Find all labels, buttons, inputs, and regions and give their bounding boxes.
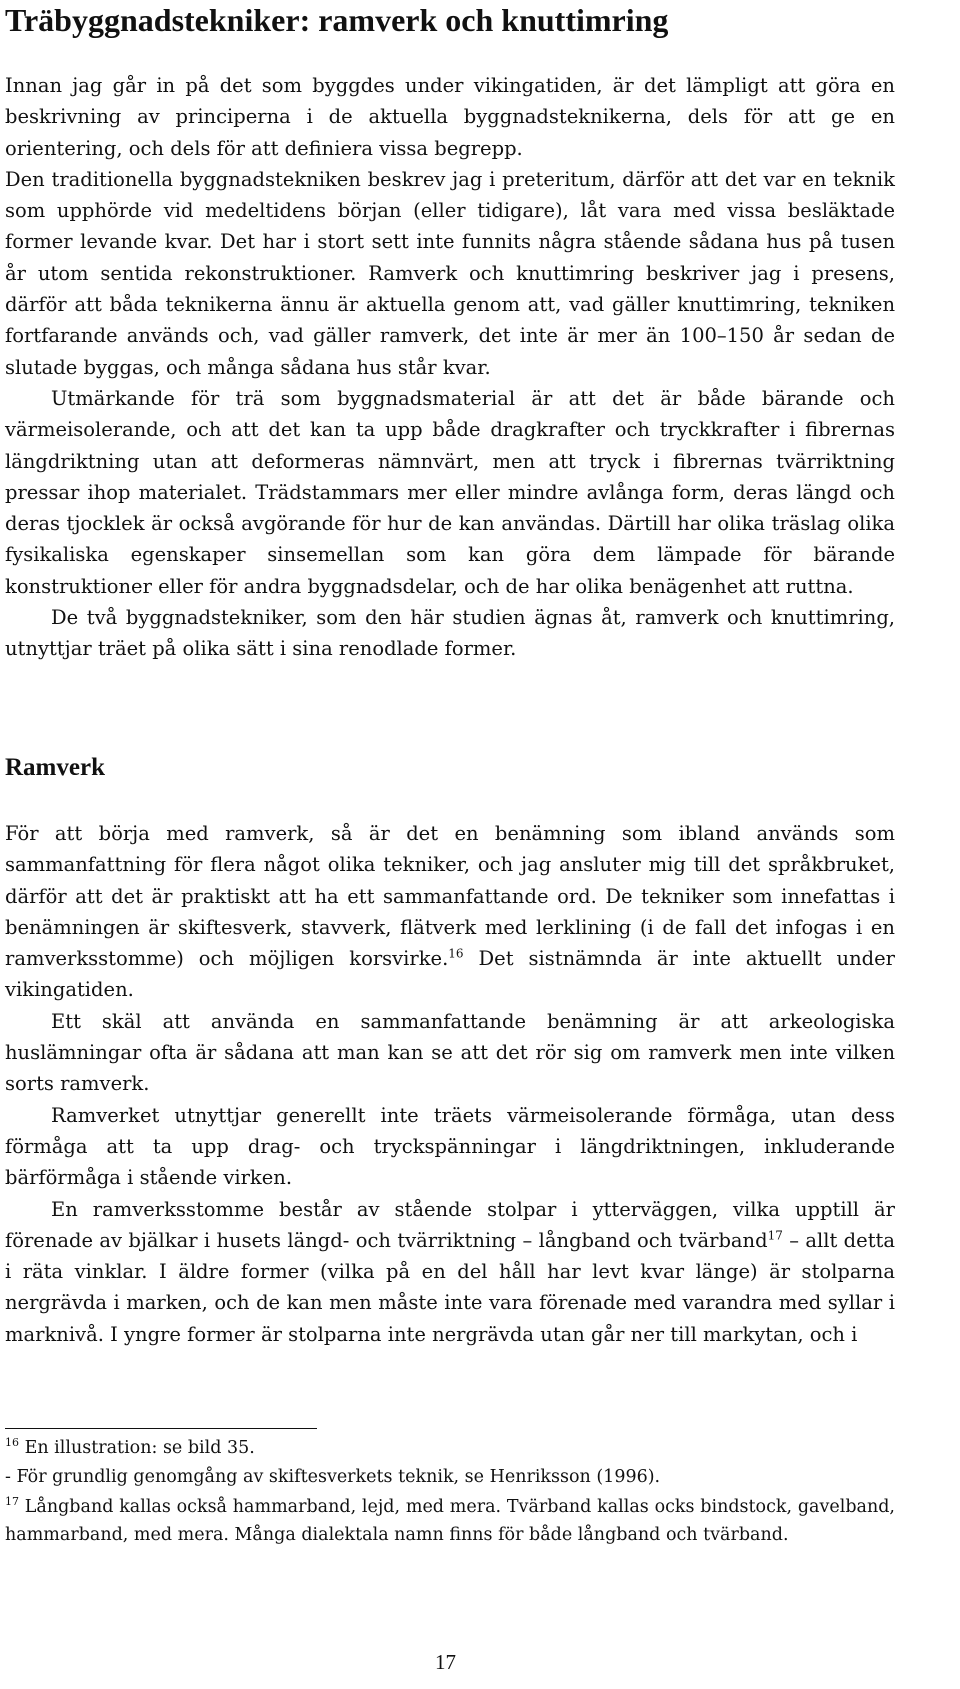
ramverk-p4-text-end: – allt detta i räta vinklar. I äldre former (vilka på en del håll har levt kvar länge) är stolparna nergrävda i marken, och de kan men måste inte vara förenade med varandra med syllar i marknivå. I yngre former är stolparna inte nergrävda utan går ner till markytan, och i bbox=[5, 1228, 895, 1346]
page-title: Träbyggnadstekniker: ramverk och knuttimring bbox=[5, 2, 669, 38]
ramverk-p1-text-end: Det sistnämnda är inte aktuellt under vikingatiden. bbox=[5, 947, 895, 1002]
ramverk-paragraph-3: Ramverket utnyttjar generellt inte träets värmeisolerande förmåga, utan dess förmåga att ta upp drag- och tryckspänningar i längdriktningen, inkluderande bärförmåga i stående virken. bbox=[5, 1103, 895, 1190]
intro-paragraph-2: Den traditionella byggnadstekniken beskrev jag i preteritum, därför att det var en teknik som upphörde vid medeltidens början (eller tidigare), låt vara med vissa besläktade former levande kvar. Det har i stort sett inte funnits några stående sådana hus på tusen år utom sentida rekonstruktioner. Ramverk och knuttimring beskriver jag i presens, därför att båda teknikerna ännu är aktuella genom att, vad gäller knuttimring, tekniken fortfarande används och, vad gäller ramverk, det inte är mer än 100–150 år sedan de slutade byggas, och många sådana hus står kvar. bbox=[5, 167, 895, 379]
footnote-16-continuation: - För grundlig genomgång av skiftesverkets teknik, se Henriksson (1996). bbox=[5, 1467, 661, 1487]
ramverk-p1-text: För att börja med ramverk, så är det en benämning som ibland används som sammanfattning för flera något olika tekniker, och jag ansluter mig till det språkbruket, därför att det är praktiskt att ha ett sammanfattande ord. De tekniker som innefattas i benämningen är skiftesverk, stavverk, flätverk med lerklining (i de fall det infogas i en ramverksstomme) och möjligen korsvirke. bbox=[5, 822, 895, 971]
footnote-16-text: En illustration: se bild 35. bbox=[19, 1438, 255, 1458]
section-heading: Ramverk bbox=[5, 754, 105, 781]
intro-paragraph-1: Innan jag går in på det som byggdes under vikingatiden, är det lämpligt att göra en beskrivning av principerna i de aktuella byggnadsteknikerna, dels för att ge en orientering, och dels för att definiera vissa begrepp. bbox=[5, 74, 895, 160]
ramverk-paragraph-1 bbox=[5, 818, 895, 1006]
footnote-16-number: 16 bbox=[5, 1436, 19, 1450]
footnote-17-text: Långband kallas också hammarband, lejd, med mera. Tvärband kallas ocks bindstock, gavelband, hammarband, med mera. Många dialektala namn finns för både långband och tvärband. bbox=[5, 1497, 895, 1545]
footnote-17-number: 17 bbox=[5, 1495, 19, 1509]
footnote-divider bbox=[5, 1428, 317, 1429]
footnote-16 bbox=[5, 1434, 895, 1462]
ramverk-p4-text: En ramverksstomme består av stående stolpar i ytterväggen, vilka upptill är förenade av bjälkar i husets längd- och tvärriktning – långband och tvärband bbox=[5, 1197, 895, 1252]
ramverk-paragraph-4 bbox=[5, 1194, 895, 1350]
intro-section bbox=[5, 70, 895, 665]
page-number: 17 bbox=[435, 1650, 456, 1674]
intro-paragraph-3: Utmärkande för trä som byggnadsmaterial är att det är både bärande och värmeisolerande, och att det kan ta upp både dragkrafter och tryckkrafter i fibrernas längdriktning utan att deformeras nämnvärt, men att tryck i fibrernas tvärriktning pressar ihop materialet. Trädstammars mer eller mindre avlånga form, deras längd och deras tjocklek är också avgörande för hur de kan användas. Därtill har olika träslag olika fysikaliska egenskaper sinsemellan som kan göra dem lämpade för bärande konstruktioner eller för andra byggnadsdelar, och de har olika benägenhet att ruttna. bbox=[5, 386, 895, 598]
ramverk-paragraph-2: Ett skäl att använda en sammanfattande benämning är att arkeologiska huslämningar ofta är sådana att man kan se att det rör sig om ramverk men inte vilken sorts ramverk. bbox=[5, 1009, 895, 1096]
ramverk-section bbox=[5, 818, 895, 1350]
intro-paragraph-4: De två byggnadstekniker, som den här studien ägnas åt, ramverk och knuttimring, utnyttjar träet på olika sätt i sina renodlade former. bbox=[5, 606, 895, 661]
footnote-17 bbox=[5, 1493, 895, 1549]
footnote-ref-17[interactable]: 17 bbox=[767, 1228, 783, 1243]
footnote-ref-16[interactable]: 16 bbox=[448, 946, 464, 961]
